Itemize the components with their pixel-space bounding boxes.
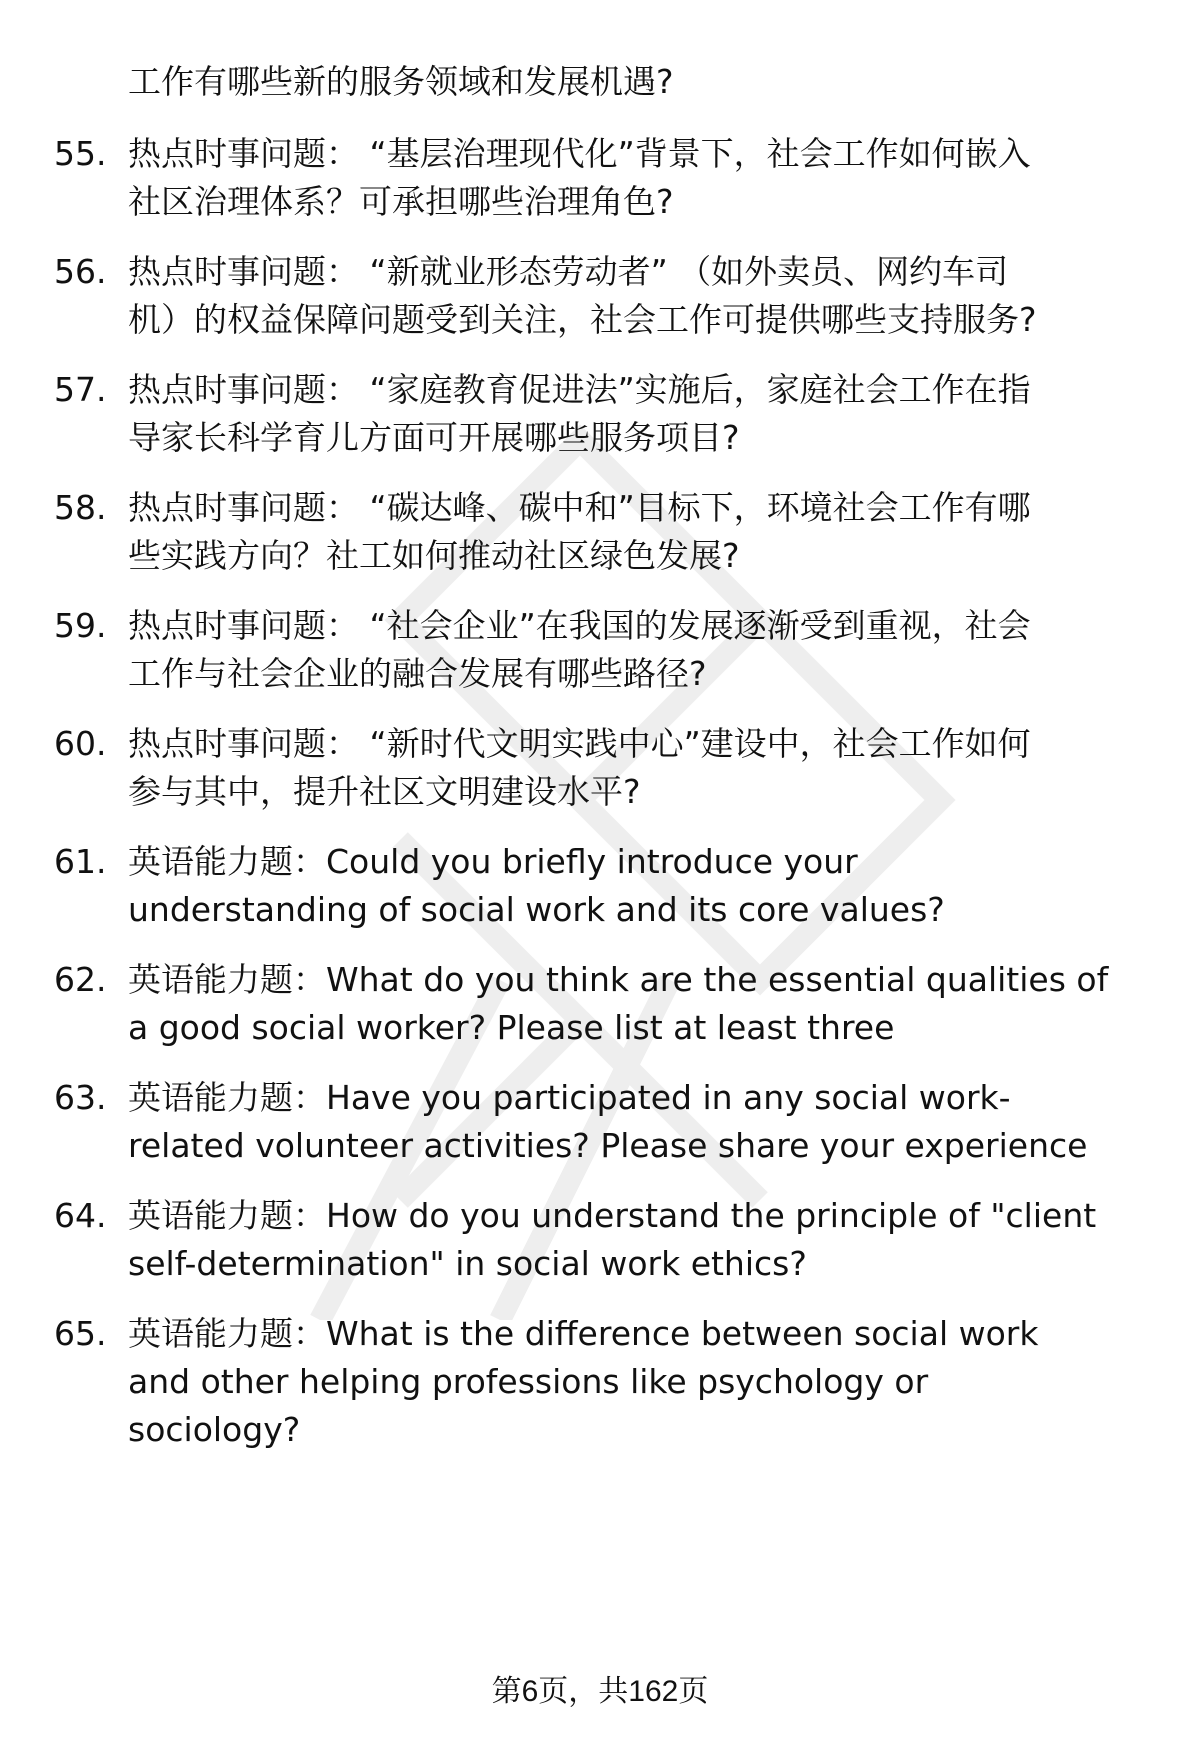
question-line: a good social worker? Please list at least three [128, 1008, 895, 1047]
question-number: 57. [54, 370, 107, 409]
question-text [128, 838, 1163, 934]
question-number: 63. [54, 1078, 107, 1117]
question-text [128, 366, 1163, 462]
question-line: 热点时事问题： “基层治理现代化”背景下，社会工作如何嵌入 [128, 134, 1031, 173]
question-line: 英语能力题：What do you think are the essential qualities of [128, 960, 1109, 999]
question-number: 56. [54, 252, 107, 291]
question-line: self-determination" in social work ethics? [128, 1244, 807, 1283]
question-line: 社区治理体系？可承担哪些治理角色? [128, 182, 674, 221]
question-line: sociology? [128, 1410, 301, 1449]
question-text [128, 1310, 1163, 1454]
question-line: 导家长科学育儿方面可开展哪些服务项目? [128, 418, 740, 457]
question-text [128, 720, 1163, 816]
question-line: 热点时事问题： “碳达峰、碳中和”目标下，环境社会工作有哪 [128, 488, 1031, 527]
question-line: 机）的权益保障问题受到关注，社会工作可提供哪些支持服务? [128, 300, 1037, 339]
question-text [128, 248, 1163, 344]
question-line: 热点时事问题： “家庭教育促进法”实施后，家庭社会工作在指 [128, 370, 1031, 409]
question-line: 工作与社会企业的融合发展有哪些路径? [128, 654, 707, 693]
question-line: 英语能力题：Could you briefly introduce your [128, 842, 858, 881]
question-line: and other helping professions like psychology or [128, 1362, 929, 1401]
question-line: related volunteer activities? Please share your experience [128, 1126, 1088, 1165]
continued-question-text: 工作有哪些新的服务领域和发展机遇? [128, 62, 674, 101]
question-line: understanding of social work and its core values? [128, 890, 945, 929]
question-line: 英语能力题：Have you participated in any social work- [128, 1078, 1011, 1117]
question-number: 59. [54, 606, 107, 645]
page-indicator: 第6页，共162页 [491, 1675, 709, 1708]
question-text [128, 1074, 1163, 1170]
question-text [128, 484, 1163, 580]
question-text [128, 1192, 1163, 1288]
question-number: 64. [54, 1196, 107, 1235]
question-line: 些实践方向？社工如何推动社区绿色发展? [128, 536, 740, 575]
question-number: 62. [54, 960, 107, 999]
question-text [128, 956, 1163, 1052]
question-number: 61. [54, 842, 107, 881]
question-number: 55. [54, 134, 107, 173]
question-text [128, 130, 1163, 226]
question-line: 热点时事问题： “新就业形态劳动者” （如外卖员、网约车司 [128, 252, 1009, 291]
question-line: 热点时事问题： “社会企业”在我国的发展逐渐受到重视，社会 [128, 606, 1031, 645]
question-text [128, 602, 1163, 698]
question-line: 参与其中，提升社区文明建设水平? [128, 772, 641, 811]
question-number: 65. [54, 1314, 107, 1353]
question-line: 热点时事问题： “新时代文明实践中心”建设中，社会工作如何 [128, 724, 1031, 763]
question-line: 英语能力题：What is the difference between social work [128, 1314, 1039, 1353]
question-line: 英语能力题：How do you understand the principle of "client [128, 1196, 1097, 1235]
question-number: 58. [54, 488, 107, 527]
question-number: 60. [54, 724, 107, 763]
